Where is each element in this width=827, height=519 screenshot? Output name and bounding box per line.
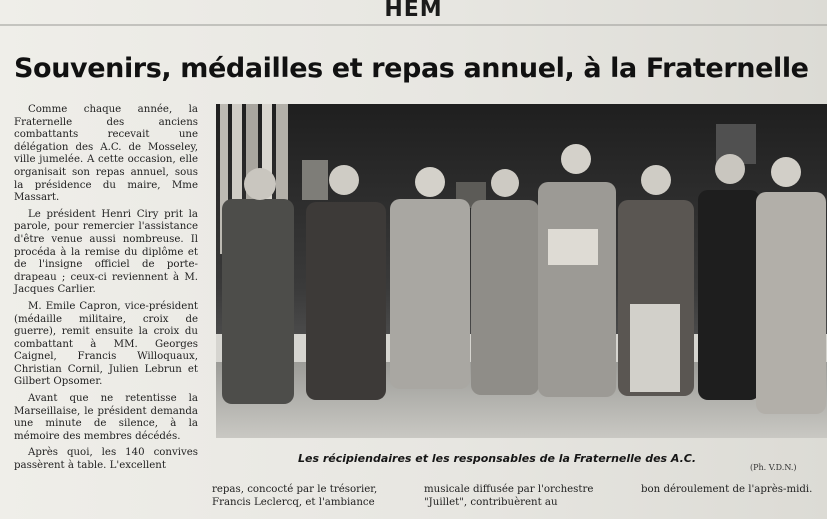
- group-photo-illustration: [216, 104, 827, 438]
- section-rule: [0, 24, 827, 26]
- paragraph-3: M. Emile Capron, vice-président (médaille militaire, croix de guerre), remit ensuite la croix du combattant à MM. Georges Caignel, Francis Willoquaux, Christian Cornil, Julien Lebrun et Gilbert Opsomer.: [14, 300, 198, 388]
- photo-credit: (Ph. V.D.N.): [750, 463, 797, 472]
- section-title: HEM: [384, 0, 443, 22]
- bottom-column-1: repas, concocté par le trésorier, Francis Leclercq, et l'ambiance: [212, 484, 378, 508]
- paragraph-1: Comme chaque année, la Fraternelle des anciens combattants recevait une délégation des A.C. de Mosseley, ville jumelée. A cette occasion, elle organisait son repas annuel, sous la présidence du maire, Mme Massart.: [14, 104, 198, 204]
- group-photo: [216, 104, 827, 438]
- paragraph-4: Avant que ne retentisse la Marseillaise, le président demanda une minute de silence, à la mémoire des membres décédés.: [14, 393, 198, 442]
- bottom-column-2: musicale diffusée par l'orchestre "Juillet", contribuèrent au: [424, 484, 594, 508]
- article-column-1: [14, 104, 198, 477]
- paragraph-5: Après quoi, les 140 convives passèrent à table. L'excellent: [14, 447, 198, 472]
- headline: Souvenirs, médailles et repas annuel, à la Fraternelle: [14, 53, 809, 84]
- photo-caption: Les récipiendaires et les responsables de la Fraternelle des A.C.: [298, 452, 697, 465]
- paragraph-2: Le président Henri Ciry prit la parole, pour remercier l'assistance d'être venue aussi nombreuse. Il procéda à la remise du diplôme et de l'insigne officiel de porte-drapeau ; ceux-ci reviennent à M. Jacques Carlier.: [14, 208, 198, 296]
- bottom-column-3: bon déroulement de l'après-midi.: [641, 484, 813, 495]
